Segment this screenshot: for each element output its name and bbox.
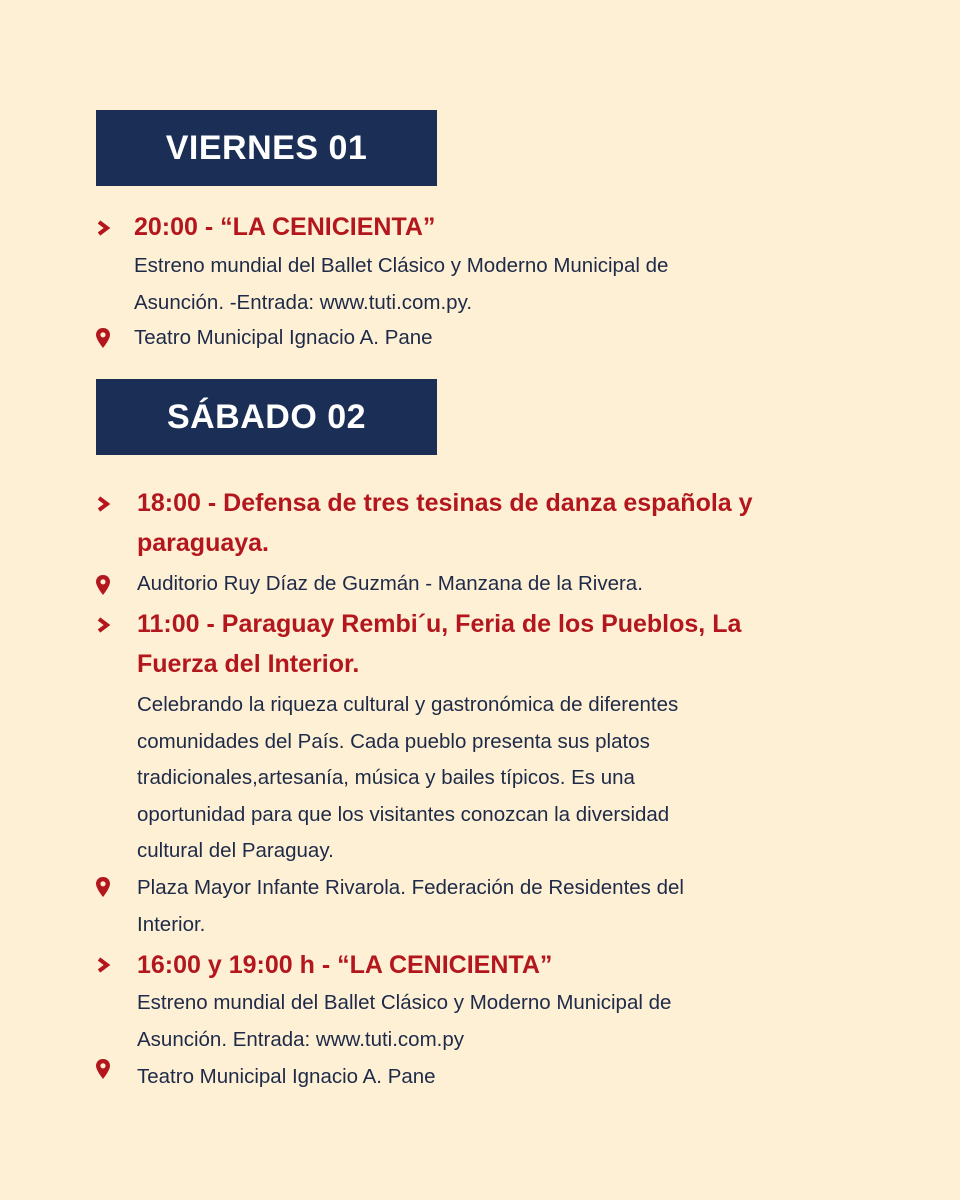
- day-header-sabado: [96, 379, 437, 455]
- event-location: Auditorio Ruy Díaz de Guzmán - Manzana de la Rivera.: [137, 572, 643, 595]
- event-title: 18:00 - Defensa de tres tesinas de danza española y paraguaya.: [137, 489, 753, 557]
- event-title: 20:00 - “LA CENICIENTA”: [134, 213, 436, 241]
- event-location: Teatro Municipal Ignacio A. Pane: [134, 326, 433, 349]
- chevron-right-icon: [96, 220, 112, 236]
- event-title: 11:00 - Paraguay Rembi´u, Feria de los Pueblos, La Fuerza del Interior.: [137, 610, 742, 678]
- event-location: Teatro Municipal Ignacio A. Pane: [137, 1065, 436, 1088]
- event-title: 16:00 y 19:00 h - “LA CENICIENTA”: [137, 951, 553, 979]
- location-pin-icon: [95, 876, 111, 898]
- day-label: VIERNES 01: [165, 128, 368, 167]
- chevron-right-icon: [96, 957, 112, 973]
- location-pin-icon: [95, 1058, 111, 1080]
- event-location: Plaza Mayor Infante Rivarola. Federación de Residentes del Interior.: [137, 876, 684, 936]
- chevron-right-icon: [96, 617, 112, 633]
- event-description: Celebrando la riqueza cultural y gastronómica de diferentes comunidades del País. Cada pueblo presenta sus platos tradicionales,artesanía, música y bailes típicos. Es una oportunidad para que los visitantes conozcan la diversidad cultural del Paraguay.: [137, 693, 679, 863]
- event-description: Estreno mundial del Ballet Clásico y Moderno Municipal de Asunción. Entrada: www.tuti.com.py: [137, 991, 672, 1051]
- chevron-right-icon: [96, 496, 112, 512]
- location-pin-icon: [95, 574, 111, 596]
- day-label: SÁBADO 02: [166, 397, 367, 436]
- event-description: Estreno mundial del Ballet Clásico y Moderno Municipal de Asunción. -Entrada: www.tuti.com.py.: [134, 254, 669, 314]
- day-header-viernes: [96, 110, 437, 186]
- location-pin-icon: [95, 327, 111, 349]
